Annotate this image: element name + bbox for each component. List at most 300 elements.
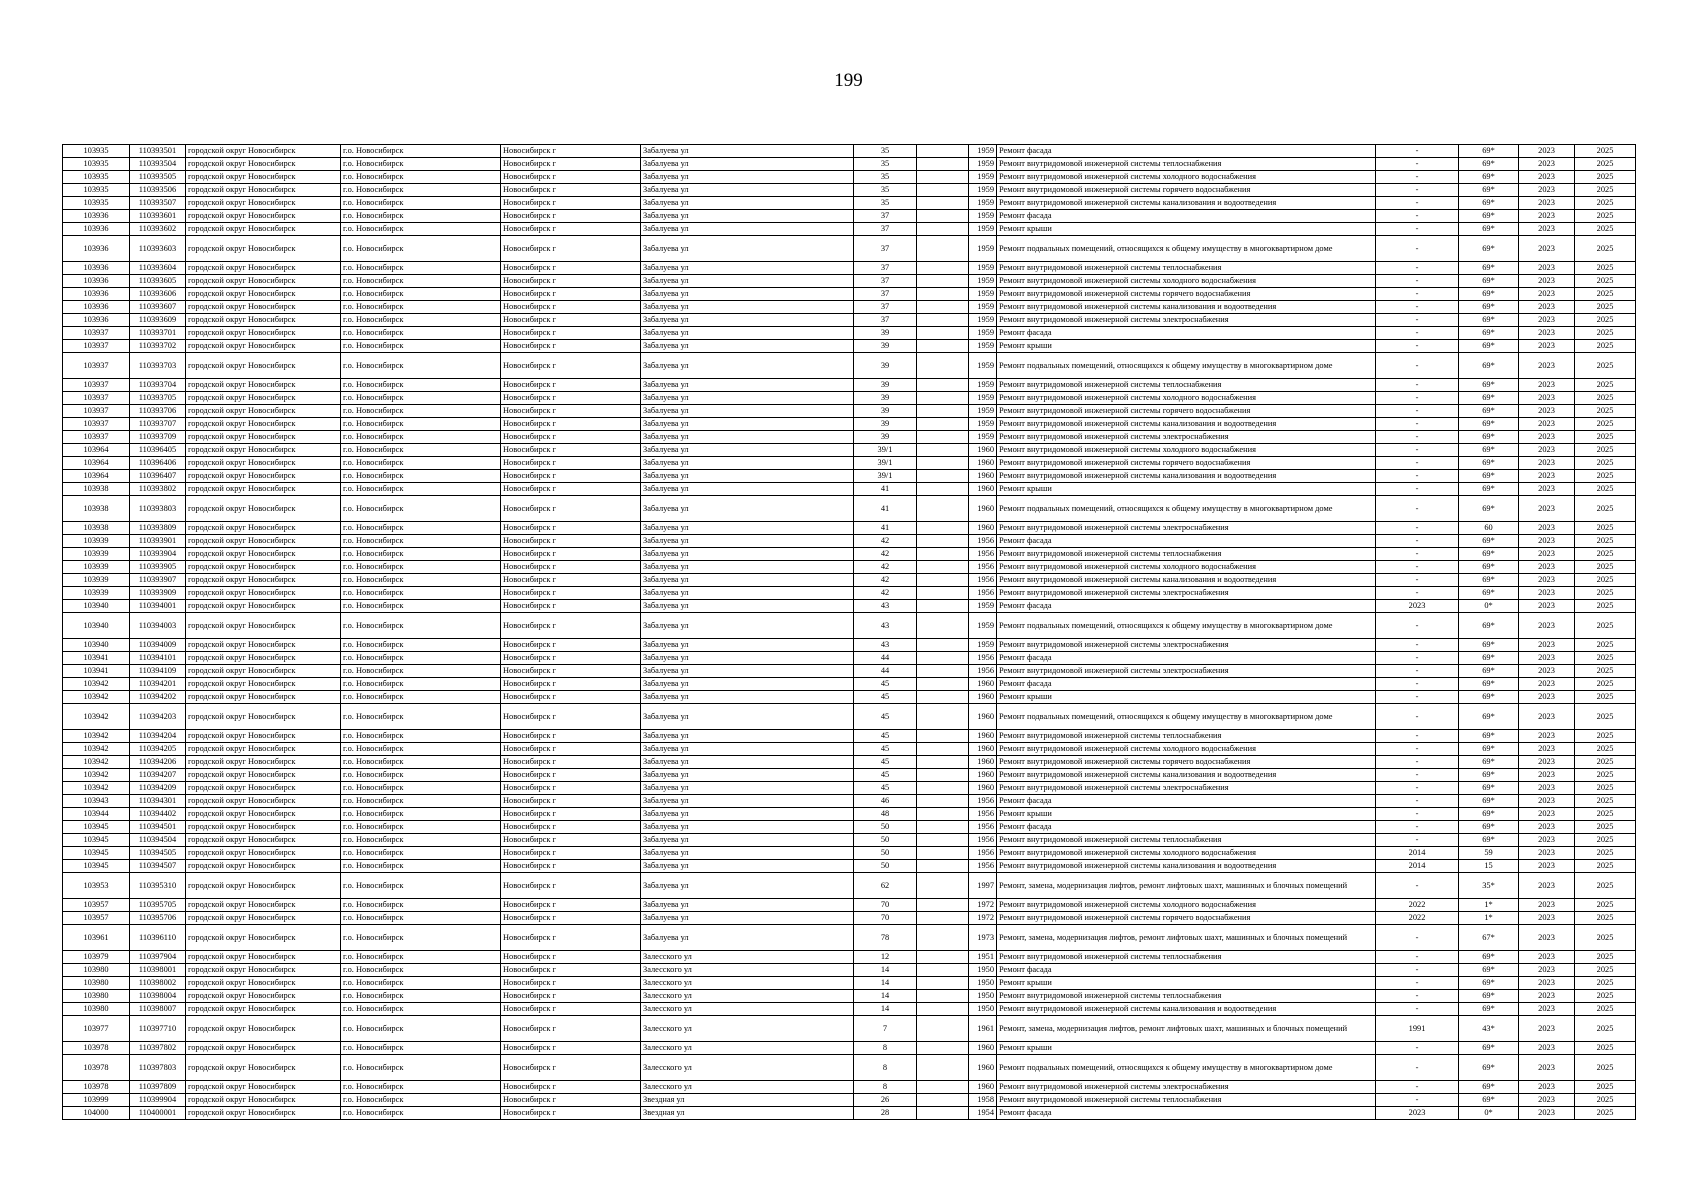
wear-cell: 15 — [1459, 860, 1519, 873]
street-cell: Забалуева ул — [641, 236, 854, 262]
table-row — [63, 1081, 1636, 1094]
last-repair-year-cell: - — [1376, 236, 1459, 262]
house-id-cell: 103936 — [63, 301, 130, 314]
municipality-cell: г.о. Новосибирск — [341, 665, 501, 678]
district-cell: городской округ Новосибирск — [186, 873, 341, 899]
district-cell: городской округ Новосибирск — [186, 1003, 341, 1016]
house-id-cell: 103942 — [63, 782, 130, 795]
work-id-cell: 110396110 — [130, 925, 186, 951]
year-built-cell: 1959 — [969, 236, 997, 262]
district-cell: городской округ Новосибирск — [186, 912, 341, 925]
work-id-cell: 110394501 — [130, 821, 186, 834]
municipality-cell: г.о. Новосибирск — [341, 457, 501, 470]
house-id-cell: 103937 — [63, 392, 130, 405]
last-repair-year-cell: - — [1376, 756, 1459, 769]
wear-cell: 69* — [1459, 834, 1519, 847]
district-cell: городской округ Новосибирск — [186, 353, 341, 379]
start-year-cell: 2023 — [1519, 158, 1575, 171]
end-year-cell: 2025 — [1575, 1107, 1636, 1120]
street-cell: Забалуева ул — [641, 561, 854, 574]
year-built-cell: 1956 — [969, 821, 997, 834]
end-year-cell: 2025 — [1575, 1055, 1636, 1081]
house-id-cell: 103940 — [63, 613, 130, 639]
work-id-cell: 110393704 — [130, 379, 186, 392]
house-id-cell: 104000 — [63, 1107, 130, 1120]
wear-cell: 0* — [1459, 600, 1519, 613]
work-type-cell: Ремонт фасада — [997, 145, 1376, 158]
work-type-cell: Ремонт крыши — [997, 1042, 1376, 1055]
work-type-cell: Ремонт внутридомовой инженерной системы теплоснабжения — [997, 262, 1376, 275]
table-row — [63, 145, 1636, 158]
year-built-cell: 1956 — [969, 652, 997, 665]
last-repair-year-cell: - — [1376, 574, 1459, 587]
work-type-cell: Ремонт фасада — [997, 795, 1376, 808]
year-built-cell: 1960 — [969, 691, 997, 704]
building-cell — [917, 353, 969, 379]
end-year-cell: 2025 — [1575, 691, 1636, 704]
start-year-cell: 2023 — [1519, 704, 1575, 730]
end-year-cell: 2025 — [1575, 171, 1636, 184]
year-built-cell: 1959 — [969, 288, 997, 301]
settlement-cell: Новосибирск г — [501, 171, 641, 184]
work-type-cell: Ремонт фасада — [997, 678, 1376, 691]
street-cell: Залесского ул — [641, 977, 854, 990]
building-cell — [917, 613, 969, 639]
building-cell — [917, 171, 969, 184]
table-row — [63, 652, 1636, 665]
work-type-cell: Ремонт внутридомовой инженерной системы теплоснабжения — [997, 1094, 1376, 1107]
last-repair-year-cell: - — [1376, 990, 1459, 1003]
building-cell — [917, 860, 969, 873]
district-cell: городской округ Новосибирск — [186, 379, 341, 392]
district-cell: городской округ Новосибирск — [186, 1107, 341, 1120]
house-number-cell: 45 — [854, 730, 917, 743]
house-number-cell: 43 — [854, 600, 917, 613]
wear-cell: 69* — [1459, 1003, 1519, 1016]
start-year-cell: 2023 — [1519, 184, 1575, 197]
municipality-cell: г.о. Новосибирск — [341, 652, 501, 665]
work-id-cell: 110393803 — [130, 496, 186, 522]
work-id-cell: 110397802 — [130, 1042, 186, 1055]
building-cell — [917, 470, 969, 483]
settlement-cell: Новосибирск г — [501, 821, 641, 834]
street-cell: Забалуева ул — [641, 470, 854, 483]
house-number-cell: 37 — [854, 210, 917, 223]
table-row — [63, 990, 1636, 1003]
district-cell: городской округ Новосибирск — [186, 613, 341, 639]
street-cell: Забалуева ул — [641, 795, 854, 808]
district-cell: городской округ Новосибирск — [186, 236, 341, 262]
settlement-cell: Новосибирск г — [501, 613, 641, 639]
wear-cell: 69* — [1459, 470, 1519, 483]
start-year-cell: 2023 — [1519, 1016, 1575, 1042]
building-cell — [917, 483, 969, 496]
house-number-cell: 45 — [854, 691, 917, 704]
settlement-cell: Новосибирск г — [501, 925, 641, 951]
year-built-cell: 1960 — [969, 1081, 997, 1094]
wear-cell: 1* — [1459, 912, 1519, 925]
table-row — [63, 951, 1636, 964]
district-cell: городской округ Новосибирск — [186, 561, 341, 574]
house-number-cell: 70 — [854, 912, 917, 925]
settlement-cell: Новосибирск г — [501, 184, 641, 197]
house-id-cell: 103942 — [63, 769, 130, 782]
work-id-cell: 110393809 — [130, 522, 186, 535]
year-built-cell: 1956 — [969, 574, 997, 587]
table-row — [63, 912, 1636, 925]
work-type-cell: Ремонт внутридомовой инженерной системы холодного водоснабжения — [997, 847, 1376, 860]
house-number-cell: 46 — [854, 795, 917, 808]
work-id-cell: 110398004 — [130, 990, 186, 1003]
building-cell — [917, 301, 969, 314]
house-id-cell: 103937 — [63, 353, 130, 379]
settlement-cell: Новосибирск г — [501, 730, 641, 743]
table-row — [63, 756, 1636, 769]
building-cell — [917, 964, 969, 977]
building-cell — [917, 431, 969, 444]
building-cell — [917, 691, 969, 704]
municipality-cell: г.о. Новосибирск — [341, 847, 501, 860]
house-id-cell: 103935 — [63, 184, 130, 197]
settlement-cell: Новосибирск г — [501, 470, 641, 483]
last-repair-year-cell: - — [1376, 444, 1459, 457]
table-row — [63, 782, 1636, 795]
municipality-cell: г.о. Новосибирск — [341, 262, 501, 275]
building-cell — [917, 197, 969, 210]
street-cell: Забалуева ул — [641, 431, 854, 444]
start-year-cell: 2023 — [1519, 1107, 1575, 1120]
settlement-cell: Новосибирск г — [501, 1081, 641, 1094]
last-repair-year-cell: - — [1376, 808, 1459, 821]
start-year-cell: 2023 — [1519, 535, 1575, 548]
table-row — [63, 795, 1636, 808]
work-id-cell: 110393702 — [130, 340, 186, 353]
district-cell: городской округ Новосибирск — [186, 223, 341, 236]
work-id-cell: 110393607 — [130, 301, 186, 314]
house-id-cell: 103999 — [63, 1094, 130, 1107]
work-id-cell: 110396405 — [130, 444, 186, 457]
last-repair-year-cell: - — [1376, 1055, 1459, 1081]
year-built-cell: 1954 — [969, 1107, 997, 1120]
end-year-cell: 2025 — [1575, 197, 1636, 210]
house-number-cell: 45 — [854, 769, 917, 782]
start-year-cell: 2023 — [1519, 574, 1575, 587]
street-cell: Забалуева ул — [641, 834, 854, 847]
house-number-cell: 39/1 — [854, 444, 917, 457]
house-number-cell: 43 — [854, 613, 917, 639]
work-type-cell: Ремонт внутридомовой инженерной системы теплоснабжения — [997, 379, 1376, 392]
house-number-cell: 8 — [854, 1081, 917, 1094]
work-type-cell: Ремонт внутридомовой инженерной системы горячего водоснабжения — [997, 912, 1376, 925]
house-id-cell: 103937 — [63, 431, 130, 444]
table-row — [63, 275, 1636, 288]
work-type-cell: Ремонт крыши — [997, 977, 1376, 990]
start-year-cell: 2023 — [1519, 1081, 1575, 1094]
building-cell — [917, 392, 969, 405]
work-type-cell: Ремонт внутридомовой инженерной системы холодного водоснабжения — [997, 171, 1376, 184]
municipality-cell: г.о. Новосибирск — [341, 548, 501, 561]
work-id-cell: 110393604 — [130, 262, 186, 275]
last-repair-year-cell: - — [1376, 535, 1459, 548]
building-cell — [917, 756, 969, 769]
wear-cell: 69* — [1459, 171, 1519, 184]
house-id-cell: 103939 — [63, 574, 130, 587]
last-repair-year-cell: 2014 — [1376, 847, 1459, 860]
start-year-cell: 2023 — [1519, 470, 1575, 483]
settlement-cell: Новосибирск г — [501, 210, 641, 223]
work-id-cell: 110394109 — [130, 665, 186, 678]
building-cell — [917, 1003, 969, 1016]
building-cell — [917, 912, 969, 925]
district-cell: городской округ Новосибирск — [186, 795, 341, 808]
district-cell: городской округ Новосибирск — [186, 977, 341, 990]
street-cell: Залесского ул — [641, 1016, 854, 1042]
end-year-cell: 2025 — [1575, 145, 1636, 158]
year-built-cell: 1959 — [969, 145, 997, 158]
street-cell: Забалуева ул — [641, 522, 854, 535]
settlement-cell: Новосибирск г — [501, 756, 641, 769]
settlement-cell: Новосибирск г — [501, 145, 641, 158]
work-id-cell: 110395705 — [130, 899, 186, 912]
last-repair-year-cell: - — [1376, 639, 1459, 652]
street-cell: Забалуева ул — [641, 301, 854, 314]
district-cell: городской округ Новосибирск — [186, 418, 341, 431]
building-cell — [917, 210, 969, 223]
work-type-cell: Ремонт внутридомовой инженерной системы электроснабжения — [997, 431, 1376, 444]
end-year-cell: 2025 — [1575, 743, 1636, 756]
table-row — [63, 184, 1636, 197]
settlement-cell: Новосибирск г — [501, 912, 641, 925]
work-type-cell: Ремонт внутридомовой инженерной системы холодного водоснабжения — [997, 392, 1376, 405]
end-year-cell: 2025 — [1575, 210, 1636, 223]
end-year-cell: 2025 — [1575, 535, 1636, 548]
house-id-cell: 103937 — [63, 405, 130, 418]
work-id-cell: 110393901 — [130, 535, 186, 548]
municipality-cell: г.о. Новосибирск — [341, 236, 501, 262]
street-cell: Забалуева ул — [641, 340, 854, 353]
street-cell: Забалуева ул — [641, 912, 854, 925]
start-year-cell: 2023 — [1519, 613, 1575, 639]
house-number-cell: 35 — [854, 184, 917, 197]
wear-cell: 69* — [1459, 769, 1519, 782]
start-year-cell: 2023 — [1519, 327, 1575, 340]
house-id-cell: 103935 — [63, 145, 130, 158]
street-cell: Забалуева ул — [641, 457, 854, 470]
table-row — [63, 639, 1636, 652]
district-cell: городской округ Новосибирск — [186, 756, 341, 769]
house-number-cell: 39 — [854, 353, 917, 379]
street-cell: Звездная ул — [641, 1094, 854, 1107]
wear-cell: 67* — [1459, 925, 1519, 951]
building-cell — [917, 782, 969, 795]
house-number-cell: 45 — [854, 756, 917, 769]
year-built-cell: 1960 — [969, 483, 997, 496]
end-year-cell: 2025 — [1575, 301, 1636, 314]
street-cell: Залесского ул — [641, 1055, 854, 1081]
last-repair-year-cell: 2014 — [1376, 860, 1459, 873]
start-year-cell: 2023 — [1519, 548, 1575, 561]
house-id-cell: 103938 — [63, 483, 130, 496]
settlement-cell: Новосибирск г — [501, 665, 641, 678]
street-cell: Забалуева ул — [641, 600, 854, 613]
municipality-cell: г.о. Новосибирск — [341, 522, 501, 535]
building-cell — [917, 457, 969, 470]
work-id-cell: 110394206 — [130, 756, 186, 769]
work-type-cell: Ремонт внутридомовой инженерной системы канализования и водоотведения — [997, 470, 1376, 483]
end-year-cell: 2025 — [1575, 223, 1636, 236]
district-cell: городской округ Новосибирск — [186, 808, 341, 821]
house-number-cell: 45 — [854, 678, 917, 691]
wear-cell: 69* — [1459, 405, 1519, 418]
start-year-cell: 2023 — [1519, 1042, 1575, 1055]
table-body — [63, 145, 1636, 1120]
house-number-cell: 50 — [854, 834, 917, 847]
table-row — [63, 444, 1636, 457]
street-cell: Забалуева ул — [641, 925, 854, 951]
district-cell: городской округ Новосибирск — [186, 145, 341, 158]
year-built-cell: 1959 — [969, 405, 997, 418]
end-year-cell: 2025 — [1575, 704, 1636, 730]
building-cell — [917, 678, 969, 691]
table-row — [63, 392, 1636, 405]
building-cell — [917, 990, 969, 1003]
year-built-cell: 1960 — [969, 470, 997, 483]
building-cell — [917, 925, 969, 951]
settlement-cell: Новосибирск г — [501, 769, 641, 782]
street-cell: Забалуева ул — [641, 496, 854, 522]
work-id-cell: 110394202 — [130, 691, 186, 704]
work-id-cell: 110395706 — [130, 912, 186, 925]
start-year-cell: 2023 — [1519, 821, 1575, 834]
street-cell: Забалуева ул — [641, 756, 854, 769]
house-id-cell: 103938 — [63, 496, 130, 522]
district-cell: городской округ Новосибирск — [186, 1055, 341, 1081]
settlement-cell: Новосибирск г — [501, 1107, 641, 1120]
street-cell: Залесского ул — [641, 951, 854, 964]
district-cell: городской округ Новосибирск — [186, 431, 341, 444]
house-id-cell: 103935 — [63, 158, 130, 171]
table-row — [63, 1107, 1636, 1120]
work-id-cell: 110393905 — [130, 561, 186, 574]
house-number-cell: 50 — [854, 860, 917, 873]
end-year-cell: 2025 — [1575, 158, 1636, 171]
end-year-cell: 2025 — [1575, 600, 1636, 613]
settlement-cell: Новосибирск г — [501, 548, 641, 561]
settlement-cell: Новосибирск г — [501, 444, 641, 457]
start-year-cell: 2023 — [1519, 912, 1575, 925]
street-cell: Забалуева ул — [641, 743, 854, 756]
municipality-cell: г.о. Новосибирск — [341, 1003, 501, 1016]
house-number-cell: 42 — [854, 561, 917, 574]
street-cell: Забалуева ул — [641, 639, 854, 652]
last-repair-year-cell: - — [1376, 873, 1459, 899]
house-number-cell: 37 — [854, 301, 917, 314]
house-number-cell: 7 — [854, 1016, 917, 1042]
table-row — [63, 522, 1636, 535]
work-id-cell: 110393909 — [130, 587, 186, 600]
municipality-cell: г.о. Новосибирск — [341, 1094, 501, 1107]
wear-cell: 69* — [1459, 990, 1519, 1003]
municipality-cell: г.о. Новосибирск — [341, 470, 501, 483]
street-cell: Забалуева ул — [641, 821, 854, 834]
last-repair-year-cell: - — [1376, 613, 1459, 639]
house-id-cell: 103940 — [63, 639, 130, 652]
end-year-cell: 2025 — [1575, 860, 1636, 873]
last-repair-year-cell: - — [1376, 197, 1459, 210]
end-year-cell: 2025 — [1575, 899, 1636, 912]
building-cell — [917, 587, 969, 600]
street-cell: Забалуева ул — [641, 262, 854, 275]
district-cell: городской округ Новосибирск — [186, 197, 341, 210]
settlement-cell: Новосибирск г — [501, 639, 641, 652]
start-year-cell: 2023 — [1519, 873, 1575, 899]
page-number: 199 — [834, 70, 863, 91]
year-built-cell: 1956 — [969, 665, 997, 678]
work-type-cell: Ремонт, замена, модернизация лифтов, ремонт лифтовых шахт, машинных и блочных помещений — [997, 925, 1376, 951]
settlement-cell: Новосибирск г — [501, 977, 641, 990]
house-id-cell: 103936 — [63, 236, 130, 262]
district-cell: городской округ Новосибирск — [186, 1094, 341, 1107]
house-number-cell: 62 — [854, 873, 917, 899]
year-built-cell: 1959 — [969, 197, 997, 210]
table-row — [63, 730, 1636, 743]
start-year-cell: 2023 — [1519, 301, 1575, 314]
house-number-cell: 39 — [854, 418, 917, 431]
year-built-cell: 1956 — [969, 561, 997, 574]
street-cell: Забалуева ул — [641, 847, 854, 860]
district-cell: городской округ Новосибирск — [186, 470, 341, 483]
work-id-cell: 110398002 — [130, 977, 186, 990]
year-built-cell: 1951 — [969, 951, 997, 964]
building-cell — [917, 834, 969, 847]
street-cell: Забалуева ул — [641, 652, 854, 665]
street-cell: Забалуева ул — [641, 184, 854, 197]
house-id-cell: 103938 — [63, 522, 130, 535]
house-id-cell: 103957 — [63, 912, 130, 925]
work-type-cell: Ремонт подвальных помещений, относящихся к общему имуществу в многоквартирном доме — [997, 236, 1376, 262]
building-cell — [917, 262, 969, 275]
street-cell: Забалуева ул — [641, 483, 854, 496]
district-cell: городской округ Новосибирск — [186, 457, 341, 470]
wear-cell: 69* — [1459, 236, 1519, 262]
table-row — [63, 431, 1636, 444]
district-cell: городской округ Новосибирск — [186, 587, 341, 600]
settlement-cell: Новосибирск г — [501, 522, 641, 535]
wear-cell: 69* — [1459, 223, 1519, 236]
wear-cell: 43* — [1459, 1016, 1519, 1042]
settlement-cell: Новосибирск г — [501, 301, 641, 314]
settlement-cell: Новосибирск г — [501, 340, 641, 353]
year-built-cell: 1959 — [969, 379, 997, 392]
district-cell: городской округ Новосибирск — [186, 990, 341, 1003]
work-type-cell: Ремонт внутридомовой инженерной системы холодного водоснабжения — [997, 743, 1376, 756]
house-number-cell: 42 — [854, 574, 917, 587]
work-type-cell: Ремонт внутридомовой инженерной системы электроснабжения — [997, 1081, 1376, 1094]
municipality-cell: г.о. Новосибирск — [341, 730, 501, 743]
end-year-cell: 2025 — [1575, 327, 1636, 340]
year-built-cell: 1960 — [969, 522, 997, 535]
last-repair-year-cell: - — [1376, 418, 1459, 431]
end-year-cell: 2025 — [1575, 873, 1636, 899]
works-table — [62, 144, 1636, 1120]
house-number-cell: 39 — [854, 379, 917, 392]
house-id-cell: 103977 — [63, 1016, 130, 1042]
last-repair-year-cell: 2022 — [1376, 912, 1459, 925]
work-id-cell: 110393709 — [130, 431, 186, 444]
house-id-cell: 103942 — [63, 691, 130, 704]
last-repair-year-cell: - — [1376, 587, 1459, 600]
wear-cell: 69* — [1459, 1094, 1519, 1107]
